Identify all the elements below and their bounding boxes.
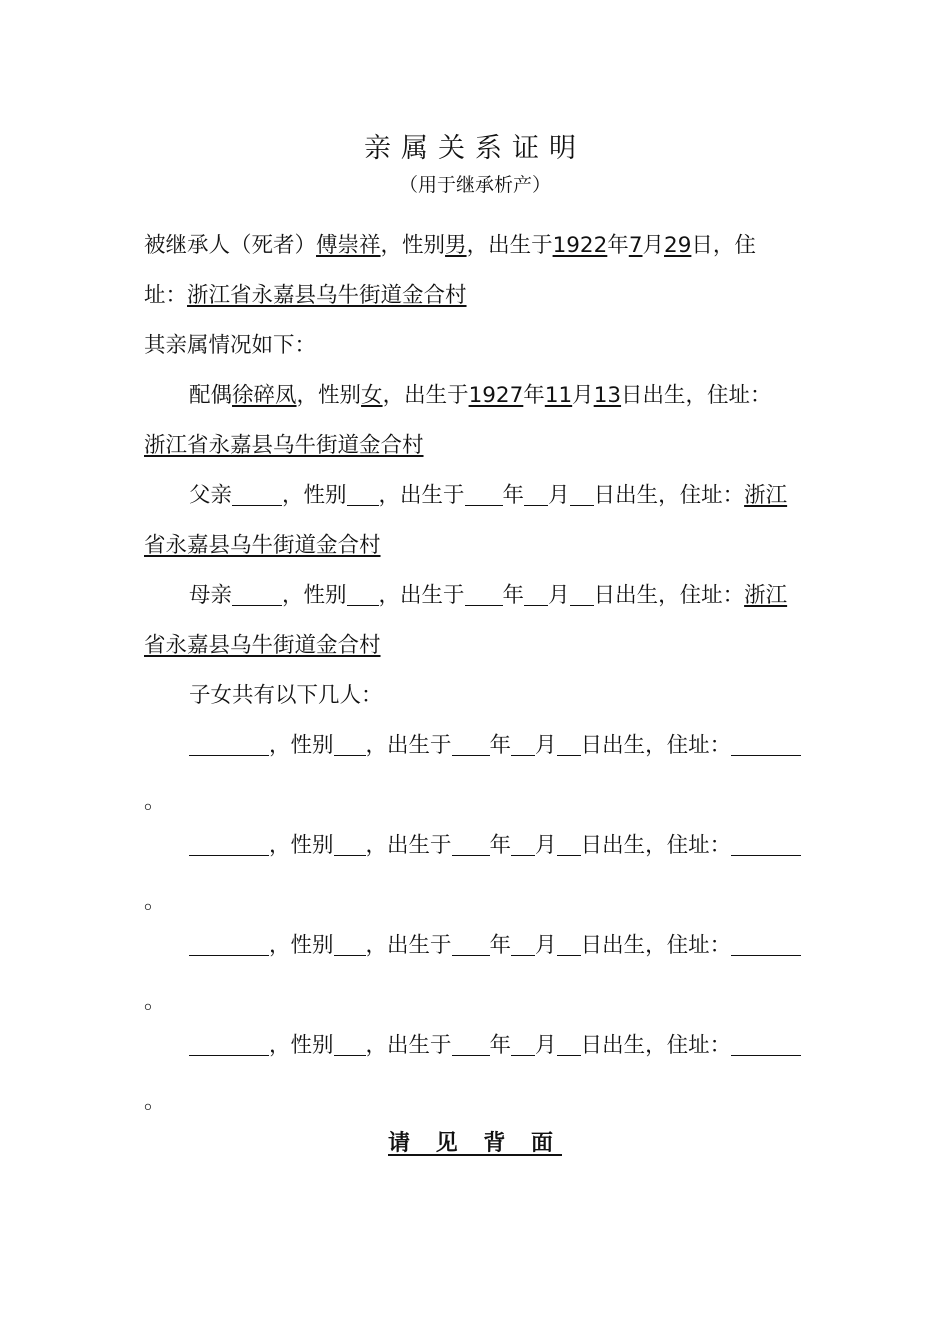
month-unit: 月 xyxy=(535,833,557,858)
day-unit: 日出生，住址： xyxy=(593,483,745,508)
deceased-sex: 男 xyxy=(445,233,467,258)
born-label: ，出生于 xyxy=(365,933,452,958)
child-sex-blank xyxy=(334,733,366,756)
child-row xyxy=(189,731,801,761)
father-label: 父亲 xyxy=(189,483,233,508)
month-unit: 月 xyxy=(572,383,594,408)
child-day-blank xyxy=(557,833,581,856)
sex-label: ，性别 xyxy=(269,833,334,858)
child-year-blank xyxy=(452,1033,490,1056)
born-label: ，出生于 xyxy=(382,383,469,408)
father-month-blank xyxy=(524,483,548,506)
father-year-blank xyxy=(465,483,503,506)
deceased-month: 7 xyxy=(628,233,643,258)
born-label: ，出生于 xyxy=(378,583,465,608)
child-name-blank xyxy=(189,1033,269,1056)
children-heading: 子女共有以下几人： xyxy=(189,683,383,708)
month-unit: 月 xyxy=(535,1033,557,1058)
child-year-blank xyxy=(452,833,490,856)
deceased-prefix: 被继承人（死者） xyxy=(144,233,317,258)
father-address-part2: 省永嘉县乌牛街道金合村 xyxy=(144,533,381,558)
child-address-blank xyxy=(731,933,801,956)
month-unit: 月 xyxy=(548,583,570,608)
year-unit: 年 xyxy=(607,233,629,258)
child-address-blank xyxy=(731,1033,801,1056)
mother-address-part1: 浙江 xyxy=(744,583,788,608)
child-name-blank xyxy=(189,833,269,856)
mother-month-blank xyxy=(524,583,548,606)
deceased-address-line xyxy=(144,281,467,311)
born-label: ，出生于 xyxy=(365,733,452,758)
child-sex-blank xyxy=(334,933,366,956)
child-row xyxy=(189,931,801,961)
child-day-blank xyxy=(557,1033,581,1056)
month-unit: 月 xyxy=(535,733,557,758)
mother-address-part2: 省永嘉县乌牛街道金合村 xyxy=(144,633,381,658)
spouse-name: 徐碎凤 xyxy=(232,383,297,408)
spouse-month: 11 xyxy=(544,383,573,408)
child-row xyxy=(189,1031,801,1061)
row-end-mark: 。 xyxy=(144,889,166,914)
sex-label: ，性别 xyxy=(269,933,334,958)
mother-name-blank xyxy=(232,583,282,606)
child-sex-blank xyxy=(334,833,366,856)
year-unit: 年 xyxy=(523,383,545,408)
father-line xyxy=(189,481,787,511)
day-unit: 日出生，住址： xyxy=(593,583,745,608)
child-month-blank xyxy=(511,933,535,956)
born-label: ，出生于 xyxy=(378,483,465,508)
spouse-year: 1927 xyxy=(468,383,524,408)
child-name-blank xyxy=(189,933,269,956)
child-name-blank xyxy=(189,733,269,756)
see-reverse-text: 请 见 背 面 xyxy=(388,1131,562,1156)
deceased-line xyxy=(144,231,756,261)
father-day-blank xyxy=(570,483,594,506)
spouse-address-line xyxy=(144,431,424,461)
father-sex-blank xyxy=(347,483,379,506)
day-unit: 日出生，住址： xyxy=(580,733,732,758)
spouse-day: 13 xyxy=(593,383,622,408)
day-unit: 日出生，住址： xyxy=(580,1033,732,1058)
father-address-part1: 浙江 xyxy=(744,483,788,508)
spouse-sex: 女 xyxy=(361,383,383,408)
sex-label: ，性别 xyxy=(282,483,347,508)
child-year-blank xyxy=(452,733,490,756)
year-unit: 年 xyxy=(502,583,525,608)
sex-label: ，性别 xyxy=(296,383,362,408)
month-unit: 月 xyxy=(535,933,557,958)
child-day-blank xyxy=(557,733,581,756)
mother-address-line xyxy=(144,631,381,661)
document-title: 亲属关系证明 xyxy=(364,133,586,164)
document-subtitle: （用于继承析产） xyxy=(398,174,551,196)
deceased-year: 1922 xyxy=(552,233,608,258)
child-month-blank xyxy=(511,733,535,756)
deceased-day: 29 xyxy=(664,233,692,258)
spouse-address: 浙江省永嘉县乌牛街道金合村 xyxy=(144,433,424,458)
child-sex-blank xyxy=(334,1033,366,1056)
see-reverse-note xyxy=(0,1126,950,1157)
child-address-blank xyxy=(731,733,801,756)
month-unit: 月 xyxy=(642,233,665,258)
row-end-mark: 。 xyxy=(144,1089,166,1114)
born-label: ，出生于 xyxy=(365,833,452,858)
year-unit: 年 xyxy=(489,1033,512,1058)
year-unit: 年 xyxy=(502,483,525,508)
mother-line xyxy=(189,581,787,611)
mother-label: 母亲 xyxy=(189,583,233,608)
deceased-name: 傅崇祥 xyxy=(316,233,381,258)
child-day-blank xyxy=(557,933,581,956)
mother-sex-blank xyxy=(347,583,379,606)
mother-day-blank xyxy=(570,583,594,606)
born-label: ，出生于 xyxy=(365,1033,452,1058)
father-address-line xyxy=(144,531,381,561)
mother-year-blank xyxy=(465,583,503,606)
sex-label: ，性别 xyxy=(282,583,347,608)
spouse-label: 配偶 xyxy=(189,383,233,408)
month-unit: 月 xyxy=(548,483,570,508)
address-label: 址： xyxy=(144,283,188,308)
year-unit: 年 xyxy=(489,833,512,858)
sex-label: ，性别 xyxy=(380,233,446,258)
day-unit: 日出生，住址： xyxy=(621,383,772,408)
child-month-blank xyxy=(511,1033,535,1056)
born-label: ，出生于 xyxy=(466,233,553,258)
deceased-address: 浙江省永嘉县乌牛街道金合村 xyxy=(187,283,467,308)
day-unit: 日，住 xyxy=(691,233,756,258)
child-row xyxy=(189,831,801,861)
child-address-blank xyxy=(731,833,801,856)
year-unit: 年 xyxy=(489,733,512,758)
day-unit: 日出生，住址： xyxy=(580,933,732,958)
year-unit: 年 xyxy=(489,933,512,958)
sex-label: ，性别 xyxy=(269,733,334,758)
relatives-heading: 其亲属情况如下： xyxy=(144,333,317,358)
child-year-blank xyxy=(452,933,490,956)
sex-label: ，性别 xyxy=(269,1033,334,1058)
row-end-mark: 。 xyxy=(144,989,166,1014)
row-end-mark: 。 xyxy=(144,789,166,814)
child-month-blank xyxy=(511,833,535,856)
spouse-line xyxy=(189,381,772,411)
day-unit: 日出生，住址： xyxy=(580,833,732,858)
father-name-blank xyxy=(232,483,282,506)
